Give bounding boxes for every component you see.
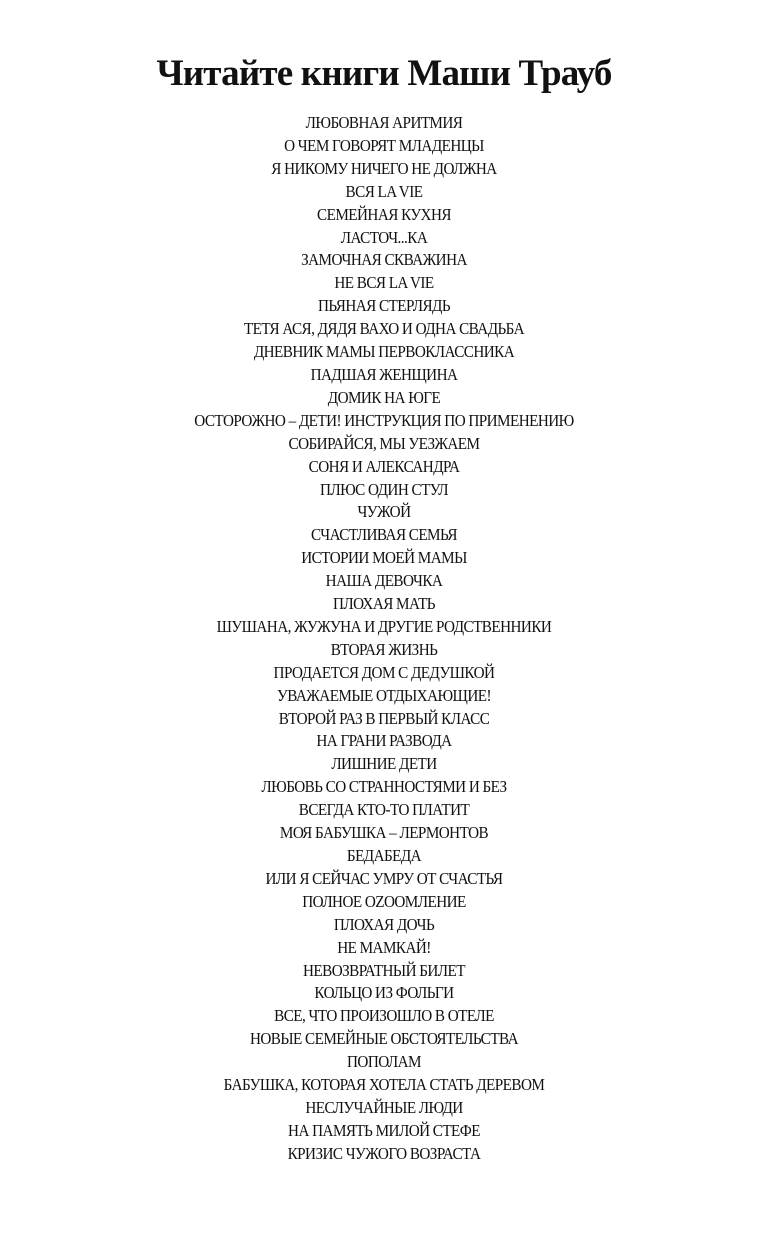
page-title: Читайте книги Маши Трауб: [156, 53, 612, 94]
book-title-item: ИСТОРИИ МОЕЙ МАМЫ: [301, 548, 467, 568]
book-title-item: ДНЕВНИК МАМЫ ПЕРВОКЛАССНИКА: [253, 342, 515, 362]
book-title-item: СОБИРАЙСЯ, МЫ УЕЗЖАЕМ: [288, 433, 480, 453]
book-title-item: МОЯ БАБУШКА – ЛЕРМОНТОВ: [279, 823, 489, 843]
book-title-item: ОСТОРОЖНО – ДЕТИ! ИНСТРУКЦИЯ ПО ПРИМЕНЕНИЮ: [194, 410, 574, 430]
book-title-item: ПОПОЛАМ: [346, 1052, 421, 1072]
book-title-item: СЕМЕЙНАЯ КУХНЯ: [317, 204, 451, 224]
book-title-item: ПЛОХАЯ МАТЬ: [333, 594, 435, 614]
book-title-item: ЗАМОЧНАЯ СКВАЖИНА: [301, 250, 467, 270]
book-title-item: ПЛОХАЯ ДОЧЬ: [333, 914, 435, 934]
book-title-item: НАША ДЕВОЧКА: [325, 571, 443, 591]
book-title-item: ЛАСТОЧ...КА: [340, 227, 428, 247]
book-title-item: ВТОРОЙ РАЗ В ПЕРВЫЙ КЛАСС: [278, 708, 490, 728]
book-title-item: ПЛЮС ОДИН СТУЛ: [319, 479, 449, 499]
book-title-item: ВСЕ, ЧТО ПРОИЗОШЛО В ОТЕЛЕ: [274, 1006, 494, 1026]
book-title-item: ВТОРАЯ ЖИЗНЬ: [330, 639, 438, 659]
book-title-item: ЧУЖОЙ: [357, 502, 411, 522]
book-title-item: ЛЮБОВЬ СО СТРАННОСТЯМИ И БЕЗ: [261, 777, 507, 797]
book-title-item: ПОЛНОЕ OZOOМЛЕНИЕ: [302, 891, 466, 911]
book-title-item: НОВЫЕ СЕМЕЙНЫЕ ОБСТОЯТЕЛЬСТВА: [249, 1029, 519, 1049]
book-title-item: НА ГРАНИ РАЗВОДА: [316, 731, 452, 751]
book-title-item: НЕ МАМКАЙ!: [337, 937, 431, 957]
book-title-item: НА ПАМЯТЬ МИЛОЙ СТЕФЕ: [288, 1120, 480, 1140]
book-title-item: ЛЮБОВНАЯ АРИТМИЯ: [305, 113, 463, 132]
book-title-item: ВСЯ LA VIE: [345, 181, 423, 201]
book-title-item: ТЕТЯ АСЯ, ДЯДЯ ВАХО И ОДНА СВАДЬБА: [243, 319, 525, 339]
book-title-item: ПЬЯНАЯ СТЕРЛЯДЬ: [317, 296, 451, 316]
book-title-item: БАБУШКА, КОТОРАЯ ХОТЕЛА СТАТЬ ДЕРЕВОМ: [223, 1075, 545, 1095]
book-title-item: Я НИКОМУ НИЧЕГО НЕ ДОЛЖНА: [271, 158, 497, 178]
book-title-item: УВАЖАЕМЫЕ ОТДЫХАЮЩИЕ!: [277, 685, 491, 705]
book-title-item: НЕВОЗВРАТНЫЙ БИЛЕТ: [302, 960, 466, 980]
book-list: [31, 112, 738, 1166]
book-title-item: ПАДШАЯ ЖЕНЩИНА: [310, 364, 458, 384]
book-title-item: НЕСЛУЧАЙНЫЕ ЛЮДИ: [305, 1097, 463, 1117]
book-title-item: СЧАСТЛИВАЯ СЕМЬЯ: [311, 525, 457, 545]
book-title-item: ДОМИК НА ЮГЕ: [327, 387, 441, 407]
book-title-item: ПРОДАЕТСЯ ДОМ С ДЕДУШКОЙ: [273, 662, 495, 682]
book-title-item: ЛИШНИЕ ДЕТИ: [331, 754, 437, 774]
book-title-item: БЕДАБЕДА: [346, 846, 422, 865]
book-title-item: СОНЯ И АЛЕКСАНДРА: [308, 456, 460, 476]
book-title-item: ВСЕГДА КТО-ТО ПЛАТИТ: [298, 800, 470, 820]
book-title-item: КРИЗИС ЧУЖОГО ВОЗРАСТА: [287, 1143, 481, 1163]
book-title-item: КОЛЬЦО ИЗ ФОЛЬГИ: [314, 983, 454, 1003]
book-title-item: ИЛИ Я СЕЙЧАС УМРУ ОТ СЧАСТЬЯ: [265, 868, 503, 888]
book-title-item: ШУШАНА, ЖУЖУНА И ДРУГИЕ РОДСТВЕННИКИ: [216, 616, 552, 636]
book-title-item: О ЧЕМ ГОВОРЯТ МЛАДЕНЦЫ: [284, 135, 484, 155]
book-title-item: НЕ ВСЯ LA VIE: [334, 273, 434, 293]
